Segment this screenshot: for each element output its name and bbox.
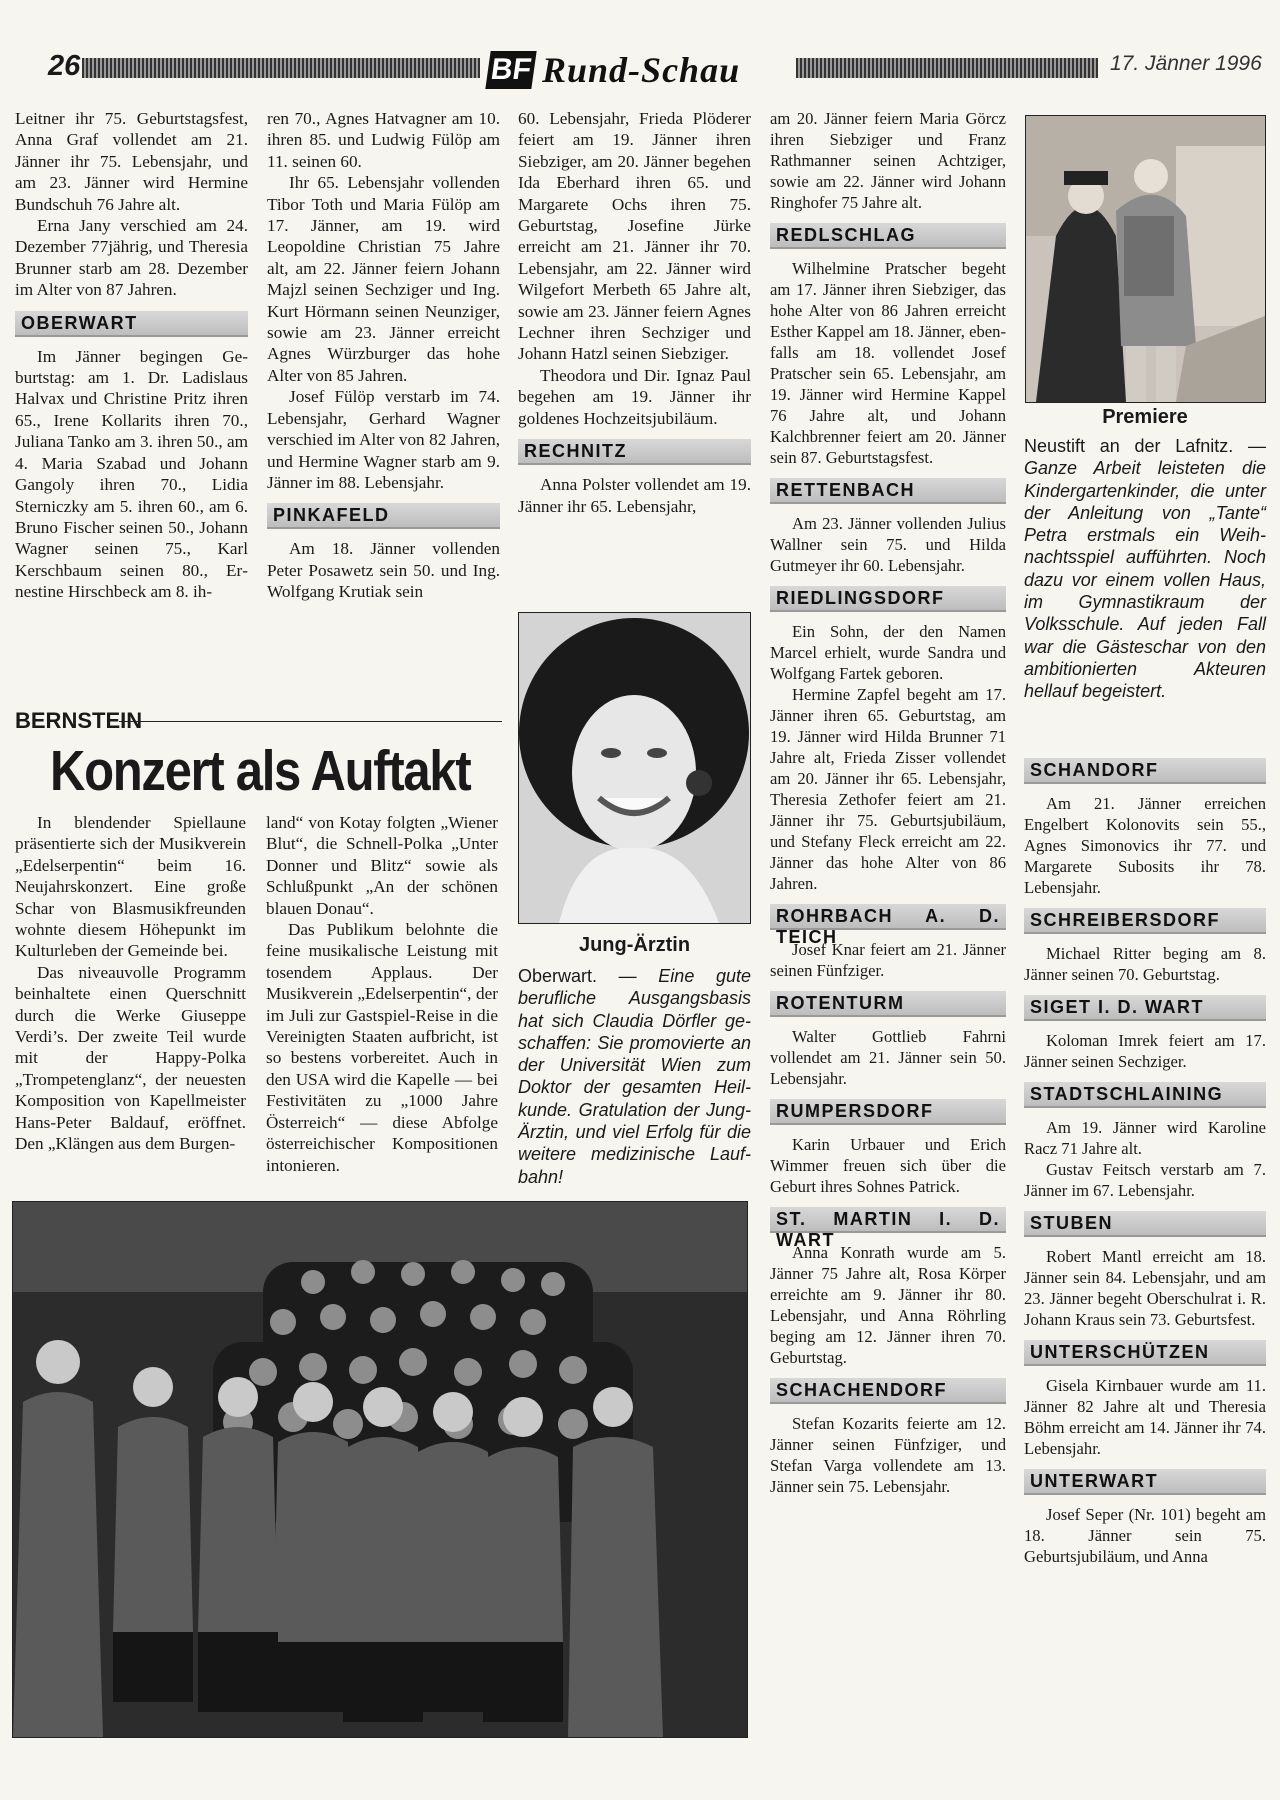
page-number: 26 xyxy=(48,50,81,82)
section-heading-redlschlag: REDLSCHLAG xyxy=(770,223,1006,249)
paragraph: Koloman Imrek feiert am 17. Jänner seinen Sechziger. xyxy=(1024,1031,1266,1071)
section-heading-unterwart: UNTERWART xyxy=(1024,1469,1266,1495)
paragraph: Michael Ritter beging am 8. Jänner seinen 70. Geburtstag. xyxy=(1024,944,1266,984)
section-heading-rechnitz: RECHNITZ xyxy=(518,439,751,465)
section-heading-oberwart: OBERWART xyxy=(15,311,248,337)
paragraph: ren 70., Agnes Hatvagner am 10. ihren 85. und Ludwig Fülöp am 11. seinen 60. xyxy=(267,109,500,171)
premiere-place: Neustift an der Lafnitz. xyxy=(1024,436,1234,456)
paragraph: Karin Urbauer und Erich Wimmer freuen sich über die Geburt ihres Sohnes Patrick. xyxy=(770,1135,1006,1196)
paragraph: Hermine Zapfel begeht am 17. Jänner ihren 65. Geburtstag, am 19. Jänner wird Hilda Brunner 71 Jahre alt, Frieda Zisser vollendet am 20. Jänner ihr 65. Lebensjahr, Theresia Zethofer feiert am 21. Jänner ihr 75. Geburtsjubiläum, und Stefany Fleck erreicht am 22. Jänner das hohe Alter von 86 Jahren. xyxy=(770,685,1006,893)
paragraph: Stefan Kozarits feierte am 12. Jänner seinen Fünfziger, und Stefan Varga vollendete am 13. Jänner sein 75. Lebensjahr. xyxy=(770,1414,1006,1496)
article-headline: Konzert als Auftakt xyxy=(50,739,471,803)
header-rule-left xyxy=(82,58,480,78)
premiere-photo xyxy=(1025,115,1266,403)
column-4 xyxy=(770,108,1006,1497)
logo-bf: BF xyxy=(485,51,536,89)
portrait-photo-image xyxy=(519,613,750,923)
article-column-2 xyxy=(266,812,498,1176)
paragraph: Wilhelmine Pratscher begeht am 17. Jänner ihren Siebziger, das hohe Alter von 86 Jahren erreicht Esther Kappel am 18. Jänner, ebenfalls am 18. vollendet Josef Pratscher sein 65. Lebensjahr, am 19. Jänner wird Hermine Kappel 76 Jahre alt, und Johann Kalchbrenner feiert am 20. Jänner sein 87. Geburtstagsfest. xyxy=(770,259,1006,467)
section-heading-pinkafeld: PINKAFELD xyxy=(267,503,500,529)
article-column-1 xyxy=(15,812,246,1155)
section-heading-stuben: STUBEN xyxy=(1024,1211,1266,1237)
premiere-text xyxy=(1024,435,1266,703)
paragraph: Josef Seper (Nr. 101) begeht am 18. Jänner sein 75. Geburtsjubiläum, und Anna xyxy=(1024,1505,1266,1566)
header-rule-right xyxy=(796,58,1098,78)
portrait-photo xyxy=(518,612,751,924)
masthead-logo xyxy=(488,49,788,91)
article-kicker xyxy=(15,708,502,734)
kicker-label: BERNSTEIN xyxy=(15,708,143,733)
column-2 xyxy=(267,108,500,603)
paragraph: Josef Fülöp verstarb im 74. Lebensjahr, Gerhard Wagner verschied im Alter von 82 Jahren, und Hermine Wagner starb am 9. Jänner im 88. Lebensjahr. xyxy=(267,387,500,492)
paragraph: am 20. Jänner feiern Maria Görcz ihren Siebziger und Franz Rathmanner seinen Achtziger, sowie am 22. Jänner wird Johann Ringhofer 75 Jahre alt. xyxy=(770,109,1006,212)
paragraph: Am 19. Jänner wird Karoline Racz 71 Jahre alt. xyxy=(1024,1118,1266,1158)
logo-title: Rund-Schau xyxy=(542,50,741,90)
premiere-body: — Ganze Arbeit leisteten die Kindergartenkinder, die unter der Anleitung von „Tante“ Petra erstmals ein Weihnachtsspiel aufführten. Noch dazu vor einem vollen Haus, im Gymnastikraum der Volksschule. Auf jeden Fall war die Gästeschar von den ambitionierten Akteuren hellauf begeistert. xyxy=(1024,436,1266,702)
paragraph: Walter Gottlieb Fahrni vollendet am 21. Jänner sein 50. Lebensjahr. xyxy=(770,1027,1006,1088)
issue-date: 17. Jänner 1996 xyxy=(1110,52,1262,75)
portrait-text xyxy=(518,965,751,1188)
paragraph: Leitner ihr 75. Geburtstagsfest, Anna Graf vollendet am 21. Jänner ihr 75. Lebensjahr, und am 23. Jänner wird Hermine Bundschuh 76 Jahre alt. xyxy=(15,109,248,214)
section-heading-schandorf: SCHANDORF xyxy=(1024,758,1266,784)
paragraph: Robert Mantl erreicht am 18. Jänner sein 84. Lebensjahr, und am 23. Jänner begeht Oberschulrat i. R. Johann Kraus sein 73. Geburtsfest. xyxy=(1024,1247,1266,1329)
paragraph: Theodora und Dir. Ignaz Paul begehen am 19. Jänner ihr goldenes Hochzeitsjubiläum. xyxy=(518,365,751,428)
section-heading-unterschuetzen: UNTERSCHÜTZEN xyxy=(1024,1340,1266,1366)
paragraph: Das Publikum belohnte die feine musikalische Leistung mit tosendem Applaus. Der Musikverein „Edelserpentin“, der im Juli zur Gastspiel-Reise in die Vereinigten Staaten aufbricht, ist so bestens vorbereitet. Auch in den USA wird die Kapelle — bei Festivitäten zu „1000 Jahre Österreich“ — diese Abfolge österreichischer Kompositionen intonieren. xyxy=(266,920,498,1175)
column-5 xyxy=(1024,748,1266,1567)
column-1 xyxy=(15,108,248,603)
section-heading-st-martin: ST. MARTIN I. D. WART xyxy=(770,1207,1006,1233)
paragraph: Das niveauvolle Programm beinhaltete einen Querschnitt durch die Werke Giuseppe Verdi’s. Der zweite Teil wurde mit der Happy-Polka „Trompetenglanz“, der neuesten Komposition von Kapellmeister Hans-Peter Baldauf, eröffnet. Den „Klängen aus dem Burgen- xyxy=(15,962,246,1154)
section-heading-rettenbach: RETTENBACH xyxy=(770,478,1006,504)
portrait-body: — Eine gute berufliche Ausgangsbasis hat sich Claudia Dörfler geschaffen: Sie promovierte an der Universität Wien zum Doktor der gesamten Heilkunde. Gratulation der Jung-Ärztin, und viel Erfolg für die weitere medizinische Laufbahn! xyxy=(518,966,751,1187)
paragraph: Gustav Feitsch verstarb am 7. Jänner im 67. Lebensjahr. xyxy=(1024,1160,1266,1200)
section-heading-rohrbach: ROHRBACH A. D. TEICH xyxy=(770,904,1006,930)
section-heading-stadtschlaining: STADTSCHLAINING xyxy=(1024,1082,1266,1108)
paragraph: Anna Polster vollendet am 19. Jänner ihr 65. Lebensjahr, xyxy=(518,475,751,516)
section-heading-riedlingsdorf: RIEDLINGSDORF xyxy=(770,586,1006,612)
paragraph: Josef Knar feiert am 21. Jänner seinen Fünfziger. xyxy=(770,940,1006,980)
section-heading-rumpersdorf: RUMPERSDORF xyxy=(770,1099,1006,1125)
paragraph: Am 18. Jänner vollenden Peter Posawetz sein 50. und Ing. Wolfgang Krutiak sein xyxy=(267,539,500,602)
paragraph: Am 21. Jänner erreichen Engelbert Kolonovits sein 55., Agnes Simonovics ihr 77. und Margarete Subosits ihr 78. Lebensjahr. xyxy=(1024,794,1266,897)
band-photo-image xyxy=(13,1202,747,1737)
premiere-title: Premiere xyxy=(1102,406,1188,428)
portrait-place: Oberwart. xyxy=(518,966,598,986)
portrait-title: Jung-Ärztin xyxy=(578,934,691,956)
kicker-rule xyxy=(119,721,502,722)
portrait-caption xyxy=(518,934,751,1188)
section-heading-siget: SIGET I. D. WART xyxy=(1024,995,1266,1021)
section-heading-schreibersdorf: SCHREIBERSDORF xyxy=(1024,908,1266,934)
paragraph: In blendender Spiellaune präsentierte sich der Musikverein „Edelserpentin“ beim 16. Neujahrskonzert. Eine große Schar von Blasmusikfreunden wohnte diesem Höhepunkt im Kulturleben der Gemeinde bei. xyxy=(15,813,246,961)
paragraph: Ein Sohn, der den Namen Marcel erhielt, wurde Sandra und Wolfgang Fartek geboren. xyxy=(770,622,1006,683)
band-photo xyxy=(12,1201,748,1738)
premiere-caption xyxy=(1024,406,1266,703)
paragraph: Erna Jany verschied am 24. Dezember 77jährig, und Theresia Brunner starb am 28. Dezember im Alter von 87 Jahren. xyxy=(15,216,248,300)
column-3 xyxy=(518,108,751,517)
section-heading-rotenturm: ROTENTURM xyxy=(770,991,1006,1017)
paragraph: Im Jänner begingen Geburtstag: am 1. Dr. Ladislaus Halvax und Christine Pritz ihren 65., Irene Kollarits ihren 70., Juliana Tanko am 3. ihren 50., am 4. Maria Szabad und Johann Gangoly ihren 70., Lidia Sterniczky am 5. ihren 60., am 6. Bruno Fischer seinen 50., Johann Wagner seinen 75., Karl Kerschbaum seinen 80., Ernestine Hirschbeck am 8. ih- xyxy=(15,346,248,602)
paragraph: Ihr 65. Lebensjahr vollenden Tibor Toth und Maria Fülöp am 17. Jänner, am 19. wird Leopoldine Christian 75 Jahre alt, am 22. Jänner feiern Johann Majzl seinen Sechziger und Ing. Kurt Hörmann seinen Neunziger, sowie am 23. Jänner erreicht Agnes Würzburger das hohe Alter von 85 Jahren. xyxy=(267,173,500,385)
premiere-photo-image xyxy=(1026,116,1265,402)
paragraph: 60. Lebensjahr, Frieda Plöderer feiert am 19. Jänner ihren Siebziger, am 20. Jänner begehen Ida Eberhard ihren 65. und Margarete Ochs ihren 75. Geburtstag, Josefine Jürke erreicht am 21. Jänner ihr 70. Lebensjahr, am 22. Jänner wird Wilgefort Merbeth 65 Jahre alt, sowie am 23. Jänner feiern Agnes Lechner ihren Sechziger und Johann Hatzl seinen Siebziger. xyxy=(518,109,751,364)
paragraph: Gisela Kirnbauer wurde am 11. Jänner 82 Jahre alt und Theresia Böhm erreicht am 14. Jänner ihr 74. Lebensjahr. xyxy=(1024,1376,1266,1458)
paragraph: Am 23. Jänner vollenden Julius Wallner sein 75. und Hilda Gutmeyer ihr 60. Lebensjahr. xyxy=(770,514,1006,575)
paragraph: land“ von Kotay folgten „Wiener Blut“, die Schnell-Polka „Unter Donner und Blitz“ sowie als Schlußpunkt „An der schönen blauen Donau“. xyxy=(266,813,498,918)
paragraph: Anna Konrath wurde am 5. Jänner 75 Jahre alt, Rosa Körper erreichte am 9. Jänner ihr 80. Lebensjahr, und Anna Röhrling beging am 12. Jänner ihren 70. Geburtstag. xyxy=(770,1243,1006,1367)
section-heading-schachendorf: SCHACHENDORF xyxy=(770,1378,1006,1404)
